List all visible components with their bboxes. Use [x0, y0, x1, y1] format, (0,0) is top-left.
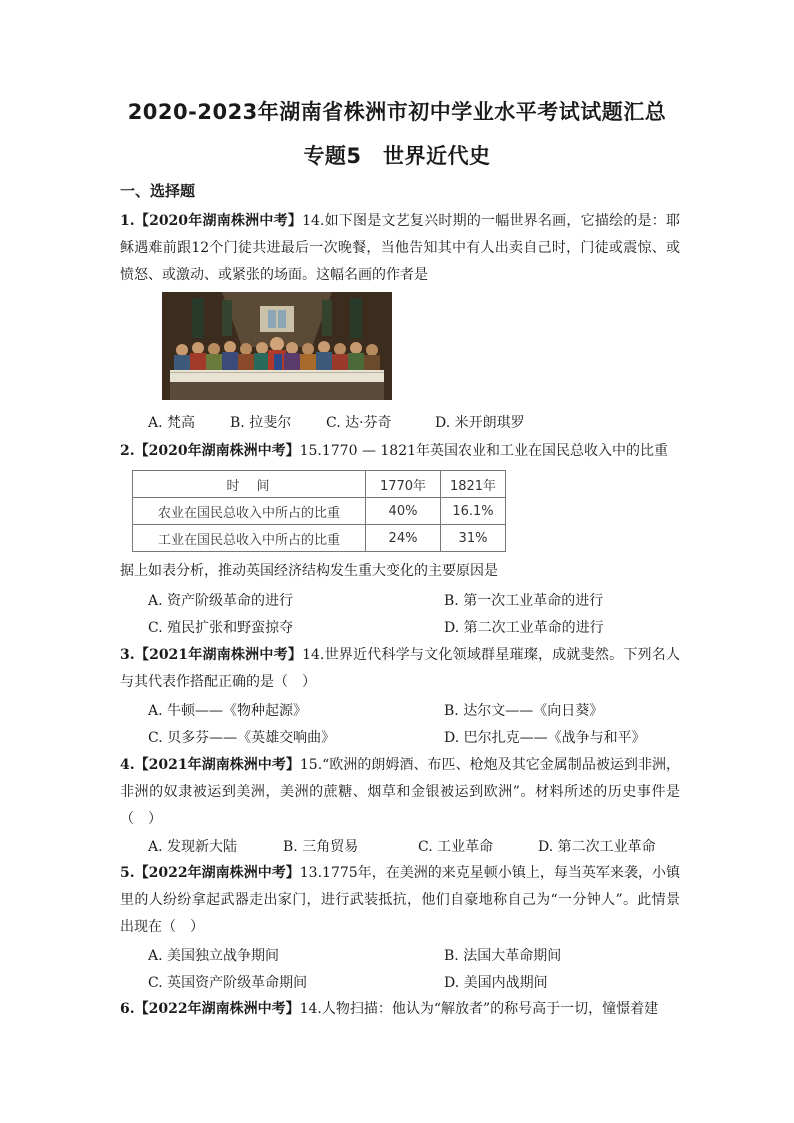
question-number: 4.: [120, 757, 135, 773]
question-1: [120, 208, 680, 289]
option-b[interactable]: B. 达尔文——《向日葵》: [444, 703, 604, 719]
painting-illustration: [162, 292, 392, 400]
option-b[interactable]: B. 第一次工业革命的进行: [444, 593, 604, 609]
table-cell: 24%: [366, 525, 441, 552]
option-a[interactable]: A. 资产阶级革命的进行: [148, 593, 294, 609]
question-3: [120, 642, 680, 696]
option-b[interactable]: B. 拉斐尔: [230, 415, 292, 431]
question-stem: 14.世界近代科学与文化领域群星璀璨，成就斐然。下列名人与其代表作搭配正确的是（ ）: [120, 647, 680, 690]
table-cell: 40%: [366, 498, 441, 525]
option-a[interactable]: A. 牛顿——《物种起源》: [148, 703, 308, 719]
question-2: [120, 438, 680, 465]
option-d[interactable]: D. 巴尔扎克——《战争与和平》: [444, 730, 646, 746]
question-stem: 15.“欧洲的朗姆酒、布匹、枪炮及其它金属制品被运到非洲，非洲的奴隶被运到美洲，美洲的蔗糖、烟草和金银被运到欧洲”。材料所述的历史事件是（ ）: [120, 757, 680, 827]
income-share-table: [132, 470, 506, 552]
table-header-cell: 1821年: [441, 471, 506, 498]
question-6: [120, 996, 680, 1023]
question-source: 【2022年湖南株洲中考】: [134, 865, 300, 881]
question-stem: 15.1770 — 1821年英国农业和工业在国民总收入中的比重: [299, 443, 669, 459]
option-c[interactable]: C. 英国资产阶级革命期间: [148, 975, 308, 991]
last-supper-painting: [162, 292, 392, 400]
question-number: 3.: [120, 647, 135, 663]
question-source: 【2021年湖南株洲中考】: [134, 757, 300, 773]
table-row: [133, 498, 506, 525]
option-d[interactable]: D. 美国内战期间: [444, 975, 548, 991]
table-header-row: [133, 471, 506, 498]
question-number: 1.: [120, 213, 135, 229]
question-stem: 13.1775年，在美洲的来克星顿小镇上，每当英军来袭，小镇里的人纷纷拿起武器走出家门，进行武装抵抗，他们自豪地称自己为“一分钟人”。此情景出现在（ ）: [120, 865, 680, 935]
option-a[interactable]: A. 梵高: [148, 415, 196, 431]
document-subtitle: 专题5 世界近代史: [303, 144, 491, 168]
option-c[interactable]: C. 工业革命: [418, 839, 494, 855]
option-c[interactable]: C. 达·芬奇: [326, 415, 392, 431]
question-stem: 14.人物扫描：他认为“解放者”的称号高于一切，憧憬着建: [299, 1001, 659, 1017]
option-d[interactable]: D. 第二次工业革命的进行: [444, 620, 604, 636]
question-4: [120, 752, 680, 833]
option-c[interactable]: C. 贝多芬——《英雄交响曲》: [148, 730, 336, 746]
question-source: 【2020年湖南株洲中考】: [134, 443, 300, 459]
option-b[interactable]: B. 三角贸易: [283, 839, 359, 855]
table-cell: 工业在国民总收入中所占的比重: [133, 525, 366, 552]
option-a[interactable]: A. 美国独立战争期间: [148, 948, 280, 964]
section-heading: 一、选择题: [120, 182, 196, 200]
document-title: 2020-2023年湖南省株洲市初中学业水平考试试题汇总: [127, 100, 667, 124]
table-header-cell: 1770年: [366, 471, 441, 498]
table-cell: 16.1%: [441, 498, 506, 525]
question-2-followup: 据上如表分析，推动英国经济结构发生重大变化的主要原因是: [120, 563, 498, 579]
table-cell: 31%: [441, 525, 506, 552]
question-source: 【2021年湖南株洲中考】: [134, 647, 303, 663]
option-c[interactable]: C. 殖民扩张和野蛮掠夺: [148, 620, 294, 636]
table-cell: 农业在国民总收入中所占的比重: [133, 498, 366, 525]
option-d[interactable]: D. 第二次工业革命: [538, 839, 656, 855]
question-number: 5.: [120, 865, 135, 881]
question-source: 【2022年湖南株洲中考】: [134, 1001, 300, 1017]
question-stem: 14.如下图是文艺复兴时期的一幅世界名画，它描绘的是：耶稣遇难前跟12个门徒共进最后一次晚餐，当他告知其中有人出卖自己时，门徒或震惊、或愤怒、或激动、或紧张的场面。这幅名画的作者是: [120, 213, 680, 283]
option-a[interactable]: A. 发现新大陆: [148, 839, 238, 855]
option-d[interactable]: D. 米开朗琪罗: [435, 415, 525, 431]
question-number: 2.: [120, 443, 135, 459]
option-b[interactable]: B. 法国大革命期间: [444, 948, 562, 964]
table-header-cell: 时 间: [133, 471, 366, 498]
table-row: [133, 525, 506, 552]
question-source: 【2020年湖南株洲中考】: [134, 213, 303, 229]
question-number: 6.: [120, 1001, 135, 1017]
question-5: [120, 860, 680, 941]
